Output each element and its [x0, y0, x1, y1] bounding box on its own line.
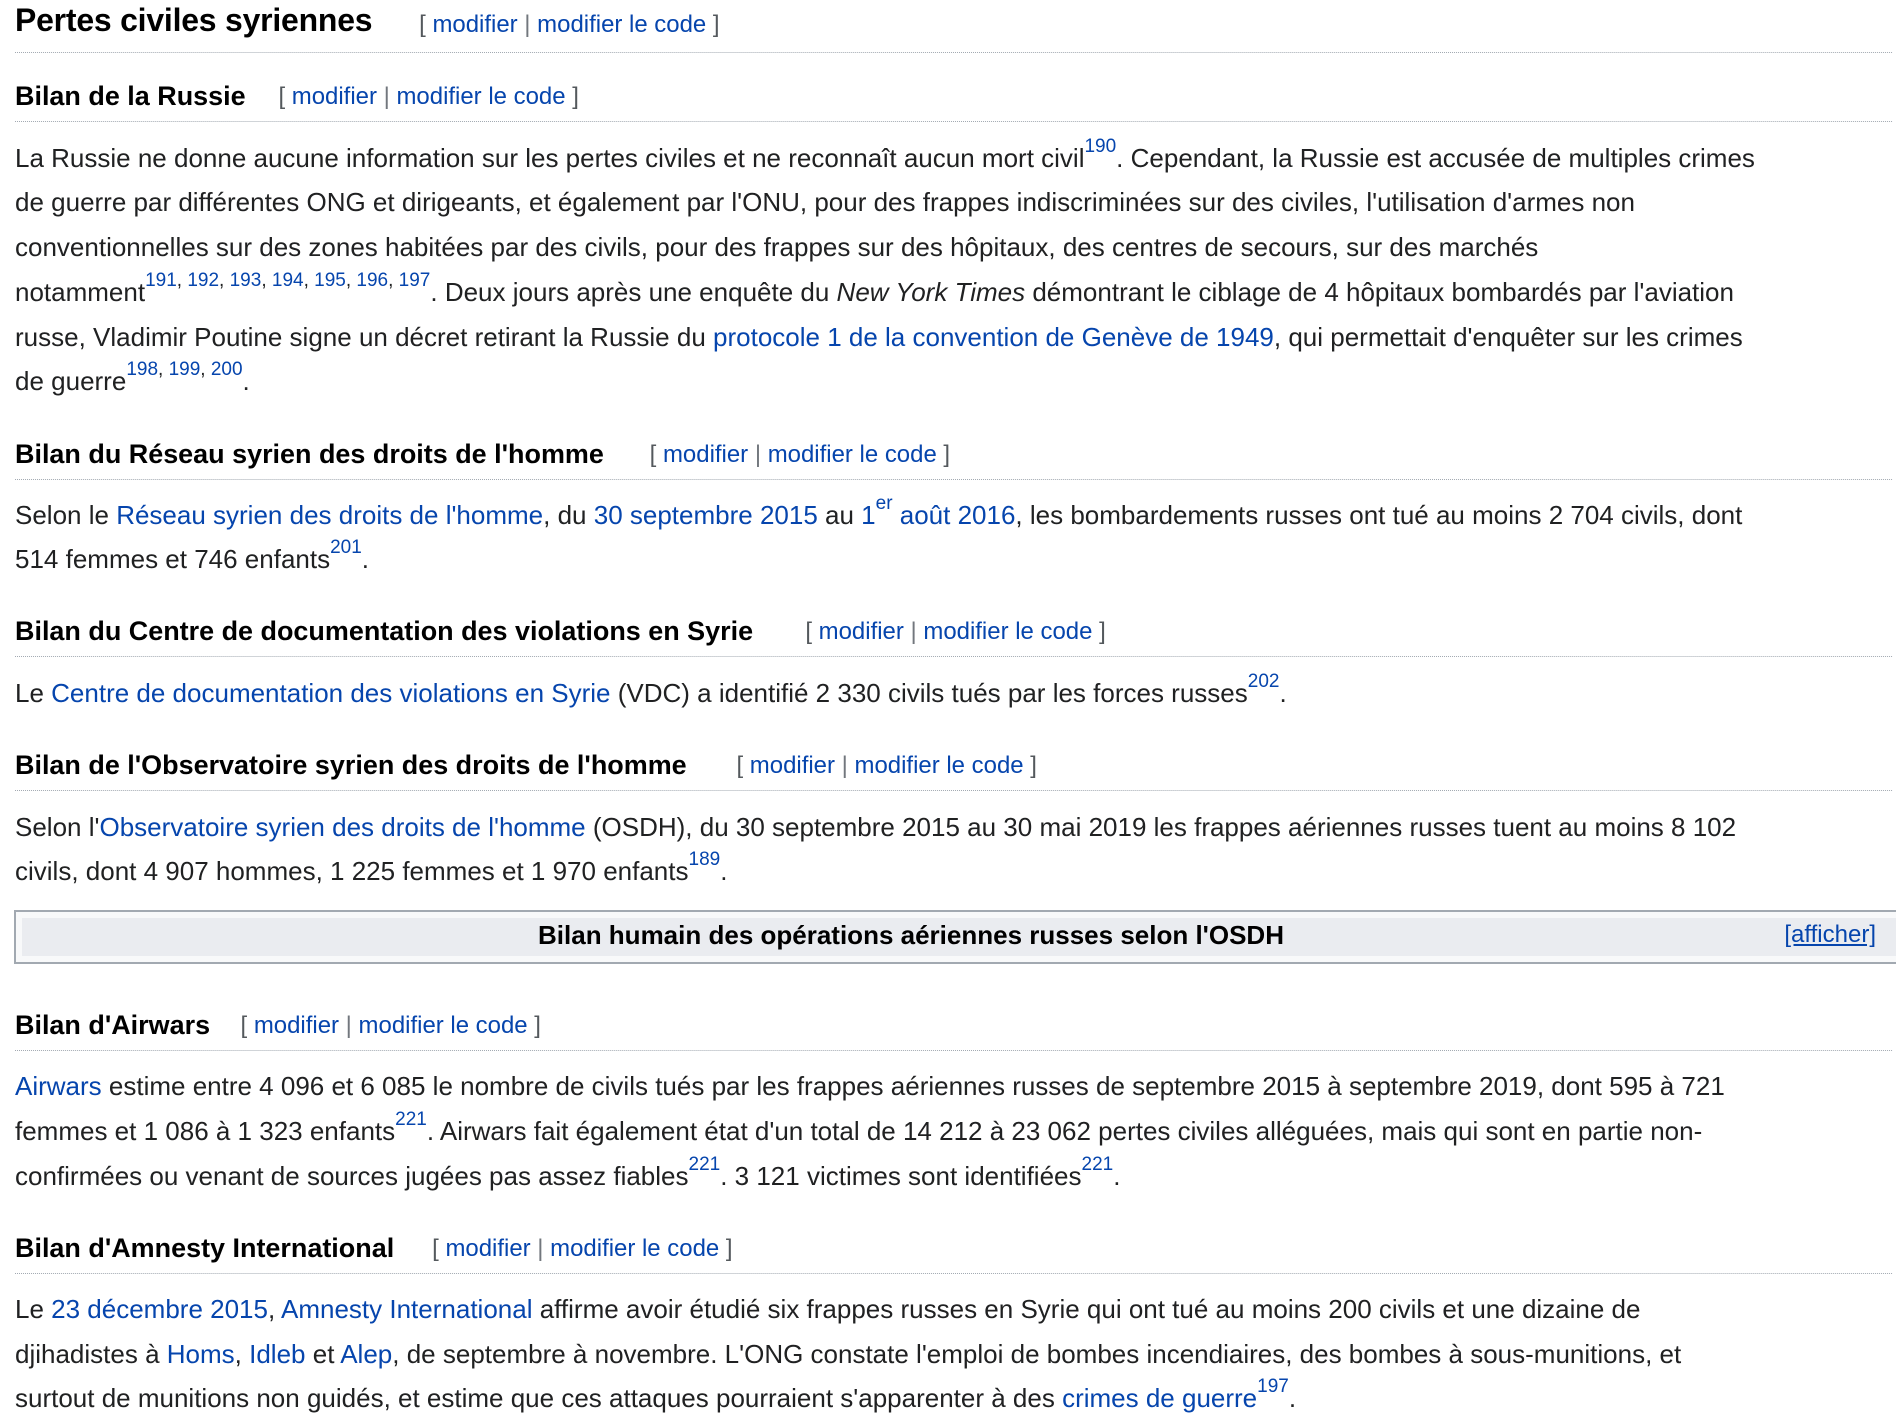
reference-link[interactable]: 197: [398, 270, 431, 292]
reference-link[interactable]: 196: [356, 270, 389, 292]
edit-source-link[interactable]: modifier le code: [396, 83, 566, 110]
subsection-heading-airwars: [15, 1010, 1892, 1051]
paragraph-line: Le 23 décembre 2015, Amnesty International affirme avoir étudié six frappes russes en Syrie qui ont tué au moins 200 civils et une dizaine de: [15, 1294, 1641, 1324]
amnesty-link[interactable]: Amnesty International: [281, 1294, 533, 1324]
date-link[interactable]: 23 décembre 2015: [51, 1294, 268, 1324]
paragraph-line: djihadistes à Homs, Idleb et Alep, de septembre à novembre. L'ONG constate l'emploi de bombes incendiaires, des bombes à sous-munitions, et: [15, 1339, 1682, 1369]
reference-link[interactable]: 200: [210, 359, 243, 381]
reference: [330, 537, 362, 558]
reference-link[interactable]: 191: [145, 270, 177, 292]
paragraph-line: La Russie ne donne aucune information sur les pertes civiles et ne reconnaît aucun mort civil$^{190}$. Cependant, la Russie est accusée de multiples crimes: [15, 136, 1755, 173]
paragraph-line: Selon l'Observatoire syrien des droits de l'homme (OSDH), du 30 septembre 2015 au 30 mai 2019 les frappes aériennes russes tuent au moins 8 102: [15, 812, 1737, 842]
reference-group: 198, 199, 200: [126, 359, 243, 381]
war-crimes-link[interactable]: crimes de guerre: [1062, 1383, 1258, 1413]
navbox-title: Bilan humain des opérations aériennes russes selon l'OSDH: [538, 920, 1284, 950]
rsdh-link[interactable]: Réseau syrien des droits de l'homme: [116, 500, 544, 530]
vdc-link[interactable]: Centre de documentation des violations en Syrie: [51, 678, 611, 708]
paragraph-line: 514 femmes et 746 enfants$^{201}$.: [15, 537, 370, 574]
edit-source-link[interactable]: modifier le code: [537, 11, 707, 38]
newspaper-title: New York Times: [836, 277, 1026, 307]
subsection-title: Bilan d'Airwars: [15, 1010, 211, 1040]
reference-link[interactable]: 198: [126, 359, 159, 381]
subsection-title: Bilan d'Amnesty International: [15, 1233, 395, 1263]
subsection-edit-links: [ modifier | modifier le code ]: [278, 83, 579, 110]
edit-link[interactable]: modifier: [818, 618, 904, 645]
edit-source-link[interactable]: modifier le code: [550, 1235, 720, 1262]
edit-link[interactable]: modifier: [749, 752, 835, 779]
subsection-edit-links: [ modifier | modifier le code ]: [240, 1012, 541, 1039]
reference: [689, 849, 721, 870]
paragraph-line: confirmées ou venant de sources jugées pas assez fiables$^{221}$. 3 121 victimes sont identifiées$^{221}$.: [15, 1154, 1121, 1191]
reference-link[interactable]: 197: [1257, 1376, 1289, 1398]
airwars-link[interactable]: Airwars: [15, 1071, 102, 1101]
subsection-heading-vdc: [15, 616, 1892, 657]
reference-link[interactable]: 193: [229, 270, 262, 292]
edit-link[interactable]: modifier: [432, 11, 518, 38]
paragraph-line: femmes et 1 086 à 1 323 enfants$^{221}$. Airwars fait également état d'un total de 14 212 à 23 062 pertes civiles alléguées, mais qui sont en partie non-: [15, 1109, 1703, 1146]
reference: [1082, 1154, 1114, 1175]
subsection-edit-links: [ modifier | modifier le code ]: [649, 441, 951, 468]
reference: [395, 1109, 427, 1130]
edit-link[interactable]: modifier: [253, 1012, 340, 1039]
reference: [1248, 671, 1280, 692]
reference-link[interactable]: 221: [1081, 1154, 1114, 1176]
reference-link[interactable]: 195: [314, 270, 346, 292]
edit-source-link[interactable]: modifier le code: [358, 1012, 528, 1039]
reference-link[interactable]: 201: [330, 537, 362, 559]
paragraph-line: Airwars estime entre 4 096 et 6 085 le nombre de civils tués par les frappes aériennes russes de septembre 2015 à septembre 2019, dont 595 à 721: [15, 1071, 1725, 1101]
reference-link[interactable]: 194: [271, 270, 304, 292]
section-title: Pertes civiles syriennes: [15, 2, 373, 38]
paragraph-line: Selon le Réseau syrien des droits de l'homme, du 30 septembre 2015 au 1er août 2016, les bombardements russes ont tué au moins 2 704 civils, dont: [15, 493, 1743, 530]
subsection-edit-links: [ modifier | modifier le code ]: [805, 618, 1106, 645]
subsection-title: Bilan de la Russie: [15, 81, 246, 111]
paragraph-line: de guerre$^{198, 199, 200}$.: [15, 359, 250, 396]
reference-link[interactable]: 192: [187, 270, 220, 292]
navbox-show-toggle[interactable]: [afficher]: [1784, 921, 1876, 948]
alep-link[interactable]: Alep: [340, 1339, 393, 1369]
osdh-link[interactable]: Observatoire syrien des droits de l'homme: [99, 812, 586, 842]
reference-link[interactable]: 189: [688, 849, 721, 871]
subsection-heading-rsdh: [15, 439, 1892, 480]
edit-link[interactable]: modifier: [291, 83, 377, 110]
subsection-title: Bilan du Réseau syrien des droits de l'homme: [15, 439, 604, 469]
date-link[interactable]: 30 septembre 2015: [593, 500, 818, 530]
edit-link[interactable]: modifier: [662, 441, 749, 468]
paragraph-line: notamment$^{191, 192, 193, 194, 195, 196, 197}$. Deux jours après une enquête du New York Times démontrant le ciblage de 4 hôpitaux bombardés par l'aviation: [15, 270, 1734, 307]
section-heading: [15, 0, 1892, 53]
edit-source-link[interactable]: modifier le code: [767, 441, 937, 468]
subsection-heading-osdh: [15, 750, 1892, 791]
reference-link[interactable]: 221: [688, 1154, 721, 1176]
reference: [1257, 1376, 1289, 1397]
subsection-heading-amnesty: [15, 1233, 1892, 1274]
reference: [689, 1154, 721, 1175]
reference-link[interactable]: 221: [395, 1109, 427, 1131]
section-edit-links: [ modifier | modifier le code ]: [419, 11, 720, 38]
edit-link[interactable]: modifier: [445, 1235, 531, 1262]
reference-link[interactable]: 202: [1247, 671, 1280, 693]
paragraph-line: Le Centre de documentation des violations en Syrie (VDC) a identifié 2 330 civils tués par les forces russes$^{202}$.: [15, 671, 1287, 708]
collapsible-navbox: [14, 910, 1896, 964]
subsection-heading-russia: [15, 81, 1892, 122]
paragraph-line: conventionnelles sur des zones habitées par des civils, pour des frappes sur des hôpitaux, des centres de secours, sur des marchés: [15, 232, 1539, 262]
reference-group: 191, 192, 193, 194, 195, 196, 197: [145, 270, 431, 292]
reference-link[interactable]: 190: [1084, 136, 1117, 158]
subsection-edit-links: [ modifier | modifier le code ]: [736, 752, 1037, 779]
homs-link[interactable]: Homs: [166, 1339, 235, 1369]
subsection-title: Bilan de l'Observatoire syrien des droits de l'homme: [15, 750, 687, 780]
subsection-title: Bilan du Centre de documentation des violations en Syrie: [15, 616, 754, 646]
paragraph-line: surtout de munitions non guidés, et estime que ces attaques pourraient s'apparenter à des crimes de guerre$^{197}$.: [15, 1376, 1297, 1413]
paragraph-line: russe, Vladimir Poutine signe un décret retirant la Russie du protocole 1 de la convention de Genève de 1949, qui permettait d'enquêter sur les crimes: [15, 322, 1743, 352]
edit-source-link[interactable]: modifier le code: [854, 752, 1024, 779]
edit-source-link[interactable]: modifier le code: [923, 618, 1093, 645]
protocol-link[interactable]: protocole 1 de la convention de Genève de 1949: [713, 322, 1274, 352]
paragraph-line: civils, dont 4 907 hommes, 1 225 femmes et 1 970 enfants$^{189}$.: [15, 849, 728, 886]
reference: [1084, 136, 1116, 157]
idleb-link[interactable]: Idleb: [249, 1339, 306, 1369]
paragraph-line: de guerre par différentes ONG et dirigeants, et également par l'ONU, pour des frappes indiscriminées sur des civiles, l'utilisation d'armes non: [15, 187, 1635, 217]
subsection-edit-links: [ modifier | modifier le code ]: [432, 1235, 733, 1262]
date-link[interactable]: 1er août 2016: [861, 493, 1016, 530]
reference-link[interactable]: 199: [168, 359, 201, 381]
